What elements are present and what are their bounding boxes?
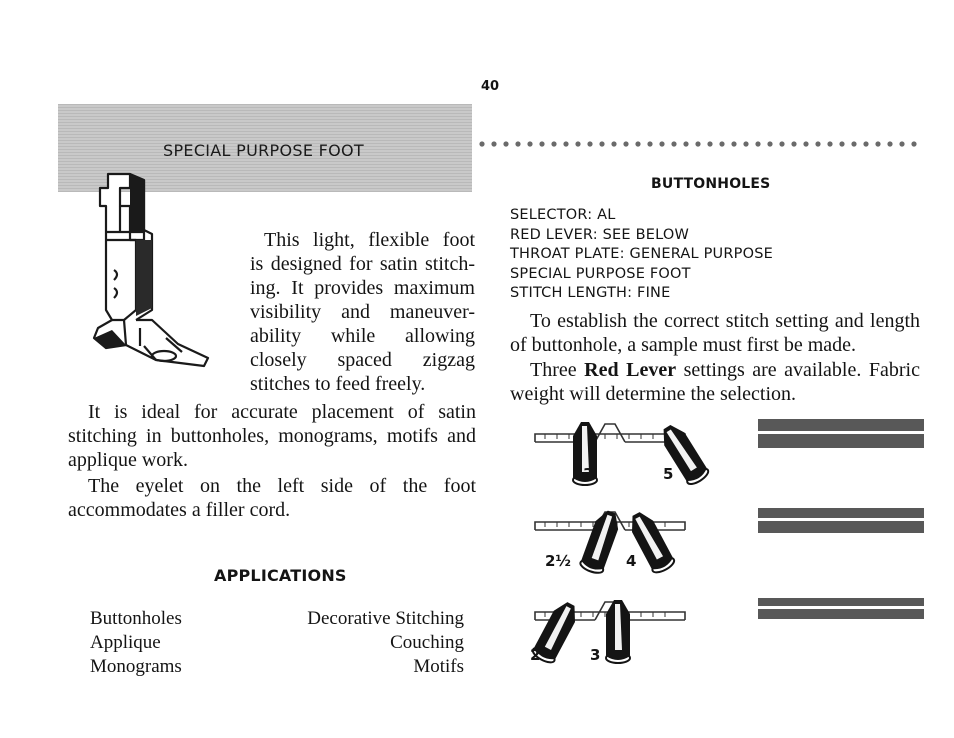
lever-setting-right-label: 4 [626,552,637,570]
setting-line: THROAT PLATE: GENERAL PURPOSE [510,246,773,262]
application-item: Applique [90,632,161,653]
text-span: Three [530,359,585,381]
special-purpose-foot-illustration [86,170,216,390]
red-lever-emphasis: Red Lever [584,359,677,381]
lever-setting-left-label: 2 [530,646,541,664]
buttonhole-stitch-sample [758,507,926,535]
intro-line: ing. It provides maximum [250,277,475,299]
buttonhole-stitch-sample [758,418,926,450]
page-number: 40 [481,79,500,94]
setting-line: SELECTOR: AL [510,207,616,223]
red-lever-diagram [525,412,725,492]
section-title: SPECIAL PURPOSE FOOT [163,141,364,160]
intro-line: ability while allowing [250,325,475,347]
intro-line: visibility and maneuver- [250,301,475,323]
applications-heading: APPLICATIONS [214,566,347,585]
application-item: Buttonholes [90,608,182,629]
intro-line: closely spaced zigzag [250,349,475,371]
lever-left-icon [579,508,623,575]
application-item: Monograms [90,656,182,677]
paragraph-red-lever [510,358,920,406]
paragraph-sample: To establish the correct stitch setting and length of buttonhole, a sample must first be made. [510,310,920,356]
dotted-divider [478,140,918,148]
intro-line: This light, flexible foot [264,229,475,251]
setting-line: STITCH LENGTH: FINE [510,285,671,301]
paragraph-eyelet: The eyelet on the left side of the foot accommodates a filler cord. [68,475,476,521]
paragraph-ideal-use: It is ideal for accurate placement of satin stitching in buttonholes, monograms, motifs and applique work. [68,401,476,471]
lever-setting-left-label: 2½ [545,552,571,570]
buttonhole-stitch-sample [758,597,926,621]
lever-right-icon [606,600,630,663]
buttonholes-heading: BUTTONHOLES [651,176,771,192]
setting-line: RED LEVER: SEE BELOW [510,226,690,243]
setting-line: SPECIAL PURPOSE FOOT [510,265,691,282]
lever-setting-right-label: 5 [663,465,674,483]
intro-line: is designed for satin stitch- [250,253,475,275]
application-item: Decorative Stitching [307,608,464,629]
lever-setting-right-label: 3 [590,646,601,664]
text-span: settings are available. Fabric weight will determine the selection. [510,359,920,405]
red-lever-diagram [525,590,725,670]
machine-settings-list [510,206,773,304]
application-item: Motifs [413,656,464,677]
lever-setting-left-label: 3 [583,465,594,483]
application-item: Couching [390,632,464,653]
intro-paragraph [250,228,475,396]
intro-line: stitches to feed freely. [250,373,426,395]
